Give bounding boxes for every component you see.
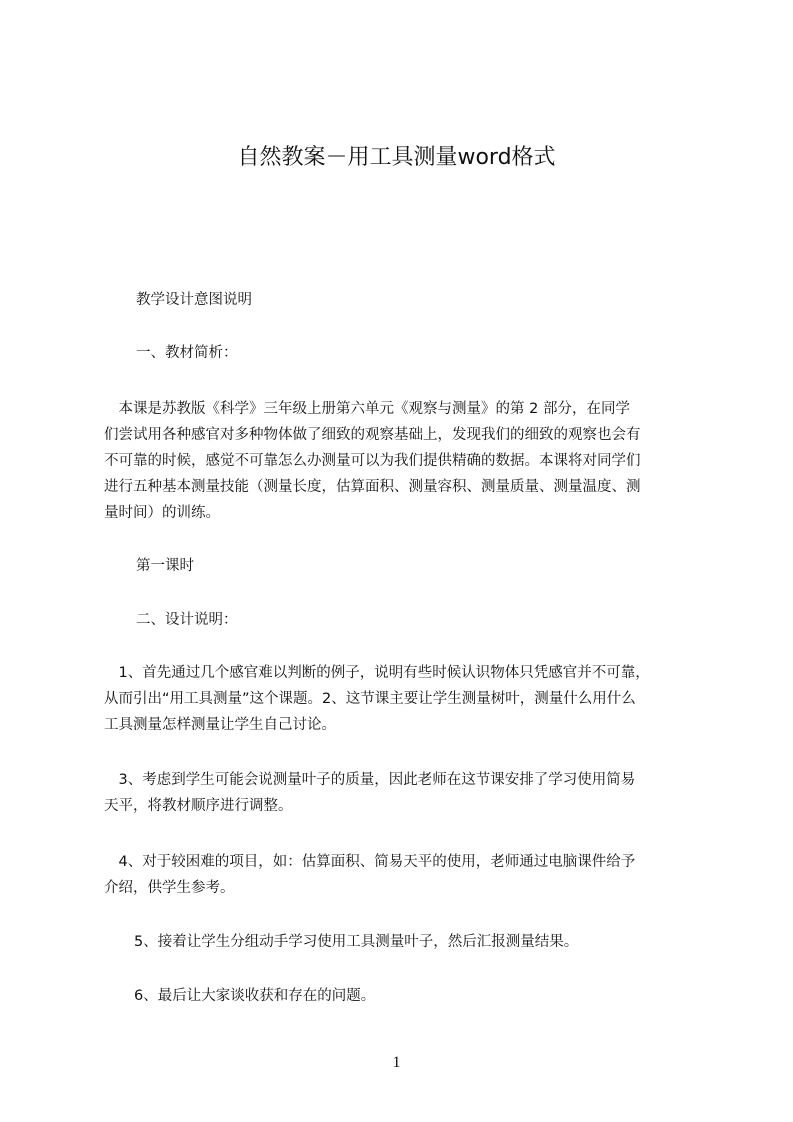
item-1-paragraph xyxy=(104,660,702,738)
page-number: 1 xyxy=(392,1054,401,1071)
paragraph-line: 3、考虑到学生可能会说测量叶子的质量，因此老师在这节课安排了学习使用简易 xyxy=(104,772,636,788)
paragraph-line: 天平，将教材顺序进行调整。 xyxy=(104,798,293,814)
section-1-paragraph xyxy=(104,396,702,526)
section-1-title: 一、教材简析： xyxy=(136,345,238,361)
design-intent-heading: 教学设计意图说明 xyxy=(136,292,252,308)
paragraph-line: 们尝试用各种感官对多种物体做了细致的观察基础上，发现我们的细致的观察也会有 xyxy=(104,427,641,443)
item-3-paragraph xyxy=(104,767,702,819)
paragraph-line: 本课是苏教版《科学》三年级上册第六单元《观察与测量》的第 2 部分，在同学 xyxy=(104,401,630,417)
item-5-paragraph: 5、接着让学生分组动手学习使用工具测量叶子，然后汇报测量结果。 xyxy=(134,934,579,950)
paragraph-line: 1、首先通过几个感官难以判断的例子，说明有些时候认识物体只凭感官并不可靠， xyxy=(104,665,650,681)
section-2-title: 二、设计说明： xyxy=(136,612,238,628)
lesson-title: 第一课时 xyxy=(136,558,194,574)
paragraph-line: 从而引出“用工具测量”这个课题。2、这节课主要让学生测量树叶，测量什么用什么 xyxy=(104,691,636,707)
item-4-paragraph xyxy=(104,849,702,901)
paragraph-line: 4、对于较困难的项目，如：估算面积、简易天平的使用，老师通过电脑课件给予 xyxy=(104,854,636,870)
paragraph-line: 不可靠的时候，感觉不可靠怎么办测量可以为我们提供精确的数据。本课将对同学们 xyxy=(104,453,641,469)
paragraph-line: 进行五种基本测量技能（测量长度，估算面积、测量容积、测量质量、测量温度、测 xyxy=(104,479,641,495)
paragraph-line: 介绍，供学生参考。 xyxy=(104,880,235,896)
item-6-paragraph: 6、最后让大家谈收获和存在的问题。 xyxy=(134,988,376,1004)
document-title: 自然教案－用工具测量word格式 xyxy=(237,145,556,170)
paragraph-line: 工具测量怎样测量让学生自己讨论。 xyxy=(104,717,336,733)
paragraph-line: 量时间）的训练。 xyxy=(104,505,220,521)
